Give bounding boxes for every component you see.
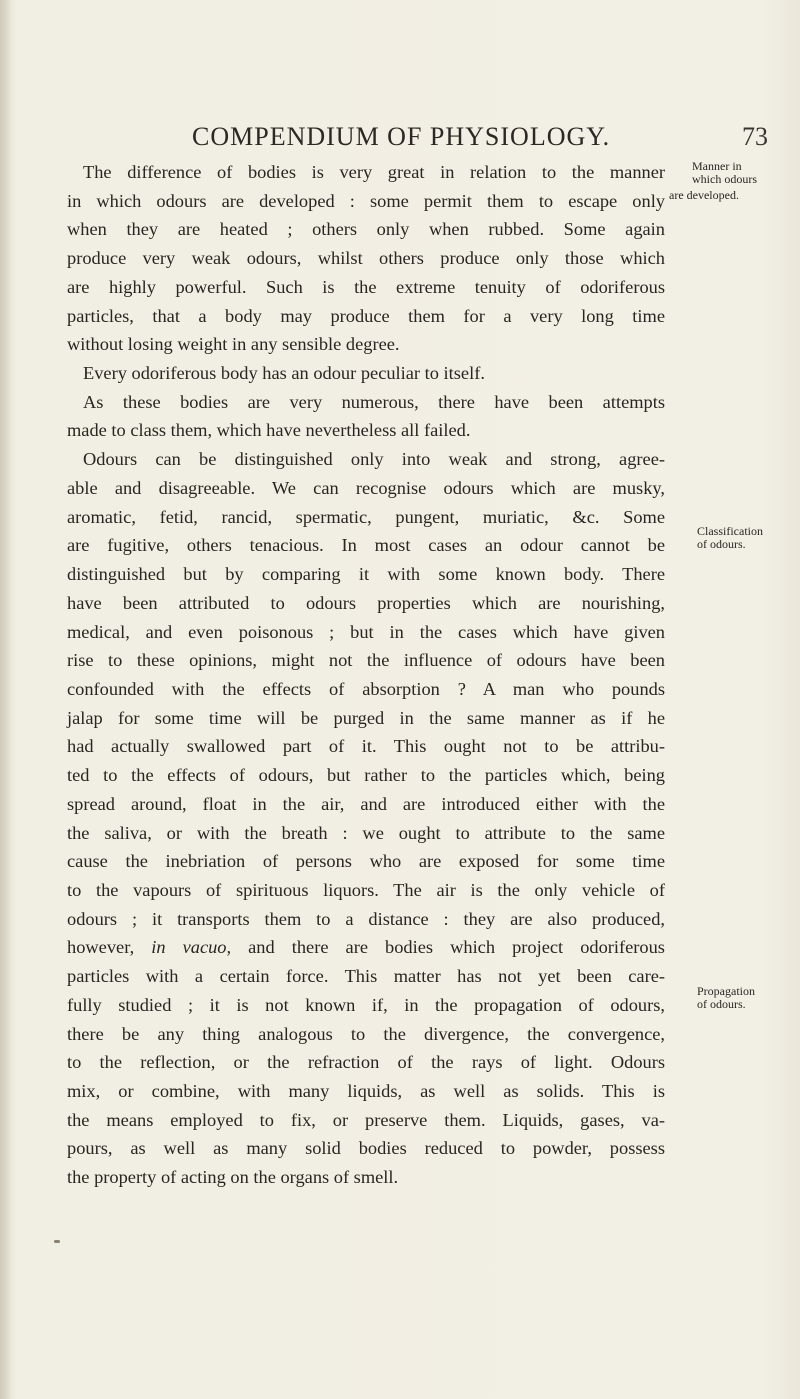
text-line: aromatic, fetid, rancid, spermatic, pungent, muriatic, &c. Some [67,506,665,527]
text-line: ted to the effects of odours, but rather to the particles which, being [67,765,665,786]
text-line: had actually swallowed part of it. This ought not to be attribu- [67,736,665,757]
text-line: made to class them, which have nevertheless all failed. [67,420,471,441]
page-gutter-shadow [0,0,12,1399]
text-line: jalap for some time will be purged in the same manner as if he [67,707,665,728]
text-line: there be any thing analogous to the divergence, the convergence, [67,1023,665,1044]
text-line: fully studied ; it is not known if, in the propagation of odours, [67,994,665,1015]
text-line: the saliva, or with the breath : we ought to attribute to the same [67,822,665,843]
text-line: are highly powerful. Such is the extreme tenuity of odoriferous [67,276,665,297]
text-line: odours ; it transports them to a distance : they are also produced, [67,908,665,929]
text-fragment: and there are bodies which project odoriferous [248,937,665,958]
margin-note-manner [669,160,757,202]
text-line: when they are heated ; others only when rubbed. Some again [67,219,665,240]
margin-note-line: of odours. [697,997,746,1011]
running-head [0,122,800,152]
margin-note-line: Propagation [697,984,755,998]
text-line: distinguished but by comparing it with some known body. There [67,564,665,585]
text-line: rise to these opinions, might not the influence of odours have been [67,650,665,671]
text-line: pours, as well as many solid bodies reduced to powder, possess [67,1138,665,1159]
text-line: mix, or combine, with many liquids, as well as solids. This is [67,1081,665,1101]
text-line: confounded with the effects of absorption ? A man who pounds [67,678,665,699]
margin-note-line: Classification [697,524,763,538]
text-line: Every odoriferous body has an odour peculiar to itself. [83,363,485,384]
text-line: Odours can be distinguished only into weak and strong, agree- [83,449,665,470]
body-text [67,158,665,1192]
text-line: to the reflection, or the refraction of the rays of light. Odours [67,1052,665,1073]
margin-note-classification [669,525,763,551]
margin-note-propagation [669,985,755,1011]
text-line: particles with a certain force. This matter has not yet been care- [67,966,665,987]
text-line: medical, and even poisonous ; but in the cases which have given [67,621,665,642]
margin-note-line: Manner in [692,159,742,173]
text-line: the property of acting on the organs of smell. [67,1167,399,1188]
text-line [67,933,665,962]
page-number: 73 [742,122,768,151]
text-line-composite [67,933,665,962]
text-line: to the vapours of spirituous liquors. The air is the only vehicle of [67,879,665,900]
text-line: without losing weight in any sensible degree. [67,334,400,355]
text-line: in which odours are developed : some permit them to escape only [67,190,665,211]
text-line: cause the inebriation of persons who are exposed for some time [67,851,665,872]
running-title: COMPENDIUM OF PHYSIOLOGY. [192,122,611,151]
text-line: able and disagreeable. We can recognise odours which are musky, [67,477,665,498]
text-fragment: however, [67,937,135,958]
italic-phrase: in vacuo, [151,937,232,958]
text-line: produce very weak odours, whilst others produce only those which [67,248,665,269]
margin-note-line: are developed. [669,188,739,202]
margin-note-line: of odours. [697,537,746,551]
text-line: the means employed to fix, or preserve them. Liquids, gases, va- [67,1109,665,1130]
ink-speck [54,1240,60,1243]
margin-note-line: which odours [692,172,757,186]
text-line: particles, that a body may produce them for a very long time [67,305,665,326]
text-line: The difference of bodies is very great in relation to the manner [83,162,665,182]
text-line: have been attributed to odours properties which are nourishing, [67,592,665,613]
text-line: As these bodies are very numerous, there have been attempts [83,391,665,412]
text-line: spread around, float in the air, and are introduced either with the [67,793,665,814]
text-line: are fugitive, others tenacious. In most cases an odour cannot be [67,535,665,556]
